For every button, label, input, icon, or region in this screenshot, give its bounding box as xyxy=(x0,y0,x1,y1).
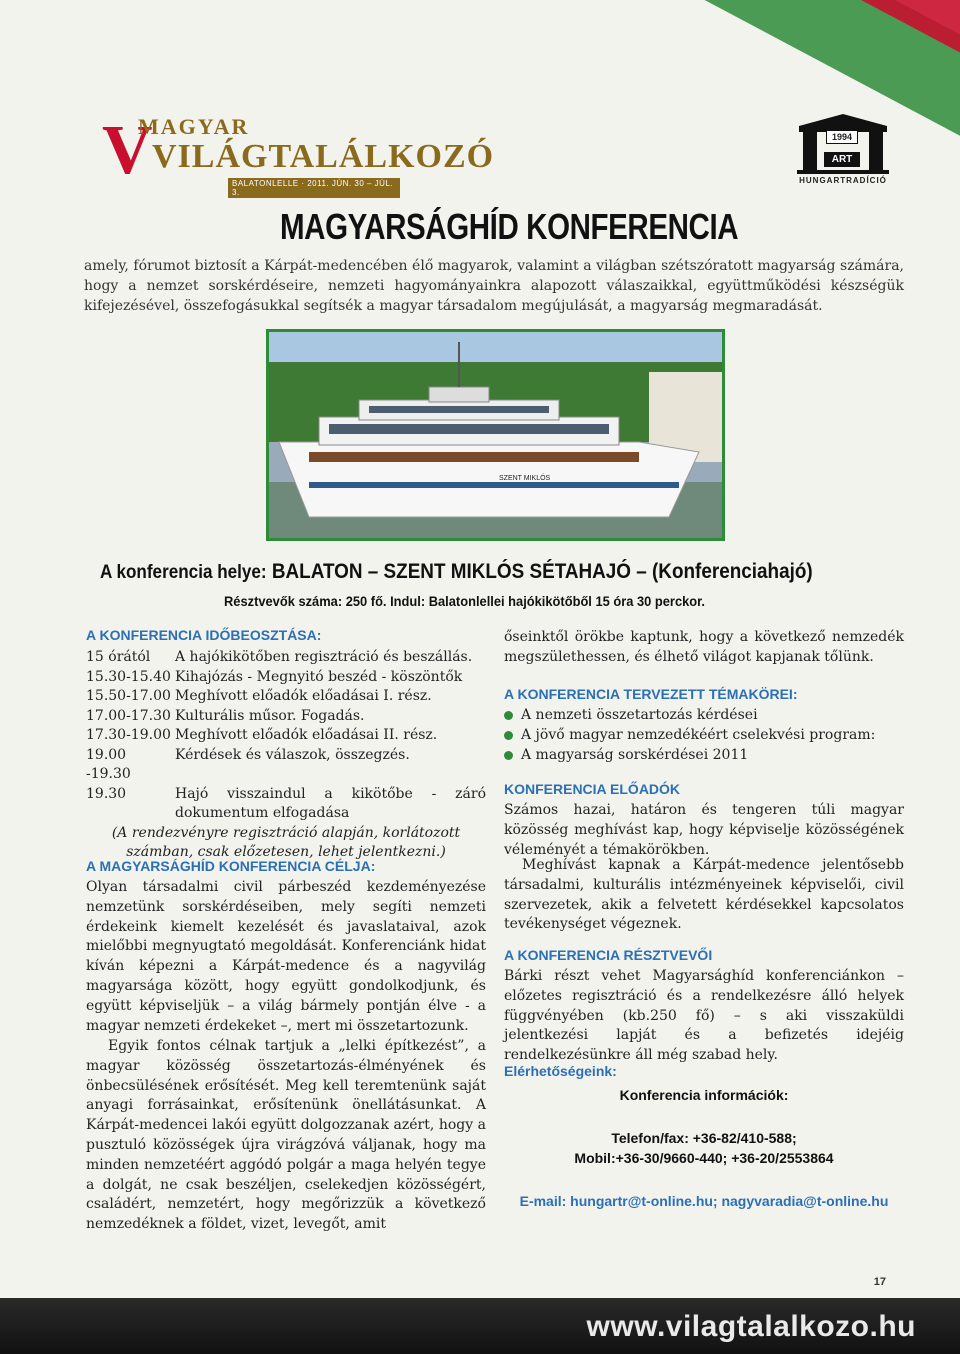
location-label: A konferencia helye: xyxy=(100,562,267,583)
schedule-desc: Hajó visszaindul a kikötőbe - záró dokumentum elfogadása xyxy=(175,785,486,821)
topic-item xyxy=(504,706,904,726)
schedule-row xyxy=(86,707,486,727)
schedule-desc: Meghívott előadók előadásai II. rész. xyxy=(175,727,438,743)
goal-heading: A MAGYARSÁGHÍD KONFERENCIA CÉLJA: xyxy=(86,858,376,874)
logo-line1: MAGYAR xyxy=(138,114,250,139)
logo-line2: VILÁGTALÁLKOZÓ xyxy=(152,138,495,175)
bullet-icon xyxy=(504,731,513,740)
speakers-paragraph-2: Meghívást kapnak a Kárpát-medence jelentősebb társadalmi, kulturális intézményeinek képviselői, civil szervezetek, akik a felvetett kérdésekkel kapcsolatos tevékenységet végeznek. xyxy=(504,857,904,933)
schedule-row xyxy=(86,746,486,785)
schedule-heading: A KONFERENCIA IDŐBEOSZTÁSA: xyxy=(86,627,322,643)
footer-url[interactable]: www.vilagtalalkozo.hu xyxy=(586,1310,916,1343)
topic-text: A jövő magyar nemzedékéért cselekvési program: xyxy=(521,726,876,743)
logo-v-mark: V xyxy=(102,112,153,189)
topic-text: A nemzeti összetartozás kérdései xyxy=(521,707,758,723)
location-place: BALATON – SZENT MIKLÓS SÉTAHAJÓ – (Konferenciahajó) xyxy=(271,560,813,583)
goal-paragraph-1: Olyan társadalmi civil párbeszéd kezdeményezése nemzetünk sorskérdéseiben, mely segíti nemzeti érdekeink kiemelt kezelését és javaslataival, azok mielőbbi megnyugtató megoldását. Konferenciánk hidat kíván képezni a Kárpát-medence és a nagyvilág magyarsága között, hogy együtt gondolkodjunk, és együtt képviseljük – a világ bármely pontján élve - a magyar nemzeti érdekeket –, mert mi összetartozunk. xyxy=(86,879,486,1034)
contacts-heading: Elérhetőségeink: xyxy=(504,1063,617,1079)
ship-name: SZENT MIKLÓS xyxy=(499,475,551,482)
contacts-mobile: Mobil:+36-30/9660-440; +36-20/2553864 xyxy=(574,1150,834,1166)
contacts-email[interactable]: E-mail: hungartr@t-online.hu; nagyvaradia@t-online.hu xyxy=(519,1193,889,1209)
goal-paragraph-3: őseinktől örökbe kaptunk, hogy a következő nemzedék megszülethessen, és élhető világot kapjanak tőlünk. xyxy=(504,629,904,665)
schedule-desc: Kérdések és válaszok, összegzés. xyxy=(175,746,410,763)
contacts-phone: Telefon/fax: +36-82/410-588; xyxy=(611,1130,797,1146)
schedule-time: 15.30-15.40 xyxy=(86,668,171,685)
logo-line3: BALATONLELLE · 2011. JÚN. 30 – JÚL. 3. xyxy=(228,178,400,198)
schedule-list xyxy=(86,648,486,863)
topics-heading: A KONFERENCIA TERVEZETT TÉMAKÖREI: xyxy=(504,686,798,702)
footer-bar xyxy=(0,1298,960,1354)
schedule-time: 17.30-19.00 xyxy=(86,727,171,743)
bullet-icon xyxy=(504,751,513,760)
schedule-row xyxy=(86,785,486,824)
contacts-info: Konferencia információk: xyxy=(619,1087,789,1103)
location-line xyxy=(100,560,820,584)
schedule-time: 15 órától xyxy=(86,649,151,665)
schedule-desc: A hajókikötőben regisztráció és beszállás. xyxy=(175,649,473,665)
ship-photo xyxy=(266,329,725,541)
schedule-time: 17.00-17.30 xyxy=(86,707,171,724)
bullet-icon xyxy=(504,711,513,720)
location-details: Résztvevők száma: 250 fő. Indul: Balatonlellei hajókikötőből 15 óra 30 perckor. xyxy=(224,593,706,609)
schedule-time: 19.30 xyxy=(86,785,127,802)
logo-brand: HUNGARTRADÍCIÓ xyxy=(799,176,887,185)
schedule-desc: Kihajózás - Megnyitó beszéd - köszöntők xyxy=(175,668,463,685)
goal-paragraph-2: Egyik fontos célnak tartjuk a „lelki építkezést”, a magyar közösség összetartozás-élményének és önbecsülésének erősítését. Meg kell teremtenünk saját anyagi forrásainkat, erősítenünk önellátásunkat. A Kárpát-medencei lakói együtt dolgozzanak azért, hogy a pusztuló közösségek újra virágzóvá váljanak, hogy ma minden nemzetéért aggódó polgár a maga helyén tegye a dolgát, ne csak beszéljen, cselekedjen közösségért, családért, nemzetért, hogy megőrizzük a következő nemzedéknek a földet, vizet, levegőt, amit xyxy=(86,1038,486,1233)
vilagtalalkozo-logo xyxy=(100,108,495,197)
participants-heading: A KONFERENCIA RÉSZTVEVŐI xyxy=(504,947,713,963)
schedule-note: (A rendezvényre regisztráció alapján, korlátozott számban, csak előzetesen, lehet jelentkezni.) xyxy=(111,824,461,860)
schedule-time: 15.50-17.00 xyxy=(86,688,171,704)
schedule-row xyxy=(86,687,486,707)
schedule-desc: Meghívott előadók előadásai I. rész. xyxy=(175,688,432,704)
schedule-time: 19.00 -19.30 xyxy=(86,746,131,782)
page-number: 17 xyxy=(873,1276,886,1288)
speakers-heading: KONFERENCIA ELŐADÓK xyxy=(504,781,681,797)
topics-list xyxy=(504,706,904,765)
page-title: MAGYARSÁGHÍD KONFERENCIA xyxy=(280,206,739,247)
logo-art: ART xyxy=(824,152,860,167)
logo-year: 1994 xyxy=(826,130,858,144)
schedule-desc: Kulturális műsor. Fogadás. xyxy=(175,707,365,724)
participants-paragraph: Bárki részt vehet Magyarsághíd konferenciánkon – előzetes regisztráció és a rendelkezésre álló helyek függvényében (kb.250 fő) – s aki visszaküldi jelentkezési lapját és a befizetés idejéig rendelkezésünkre áll még szabad hely. xyxy=(504,968,904,1064)
topic-item xyxy=(504,726,904,746)
intro-paragraph: amely, fórumot biztosít a Kárpát-medencében élő magyarok, valamint a világban szétszóratott magyarság számára, hogy a nemzet sorskérdéseire, nemzeti hagyományainkra alapozott válaszaikkal, együttműködési készségük kifejezésével, összefogásukkal segítsék a magyar társadalom megújulását, a magyarság megmaradását. xyxy=(84,258,904,314)
topic-item xyxy=(504,746,904,766)
ship-illustration xyxy=(269,332,722,538)
topic-text: A magyarság sorskérdései 2011 xyxy=(521,746,749,763)
schedule-row xyxy=(86,726,486,746)
schedule-row xyxy=(86,668,486,688)
schedule-row xyxy=(86,648,486,668)
speakers-paragraph-1: Számos hazai, határon és tengeren túli magyar közösség meghívást kap, hogy képviselje közösségének véleményét a témakörökben. xyxy=(504,802,904,858)
hungartradicio-logo xyxy=(793,112,893,188)
